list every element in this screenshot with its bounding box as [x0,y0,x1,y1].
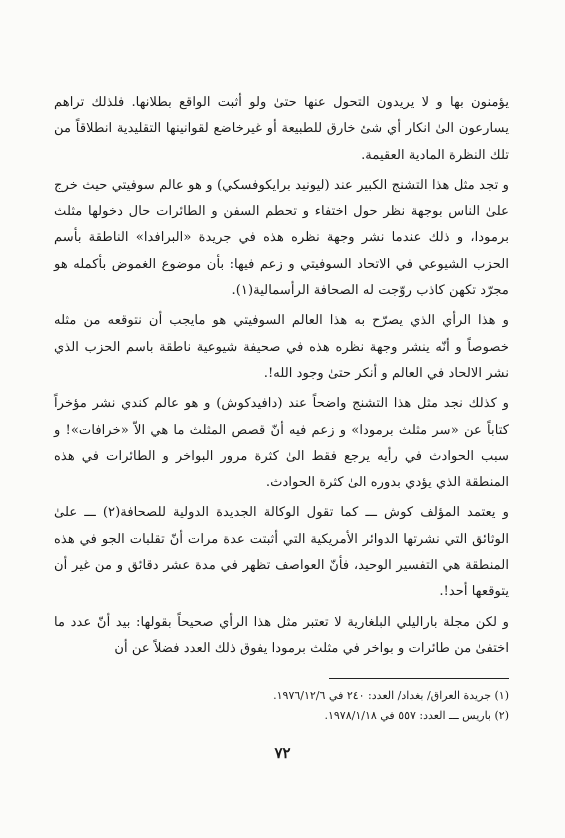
paragraph-2: و تجد مثل هذا التشنج الكبير عند (ليونيد برايكوفسكي) و هو عالم سوفيتي حيث خرج علىٰ الناس بوجهة نظر حول اختفاء و تحطم السفن و الطائرات حال دخولها مثلث برمودا، و ذلك عندما نشر وجهة نظره هذه في جريدة «البرافدا» الناطقة بأسم الحزب الشيوعي في الاتحاد السوفيتي و زعم فيها: بأن موضوع الغموض بأكمله هو مجرّد تكهن كاذب روّجت له الصحافة الرأسمالية(١). [54,177,509,299]
paragraph-5: و يعتمد المؤلف كوش ـــ كما تقول الوكالة الجديدة الدولية للصحافة(٢) ـــ علىٰ الوثائق التي نشرتها الدوائر الأمريكية التي أثبتت عدة مرات أنّ تقلبات الجو في هذه المنطقة هي التفسير الوحيد، فأنّ العواصف تظهر في مدة عشر دقائق و من غير أن يتوقعها أحد!. [54,505,509,600]
paragraph-4: و كذلك نجد مثل هذا التشنج واضحاً عند (دافيدكوش) و هو عالم كندي نشر مؤخراً كتاباً عن «سر مثلث برمودا» و زعم فيه أنّ قصص المثلث ما هي الاّ «خرافات»! و سبب الحوادث في رأيه يرجع فقط الىٰ كثرة مرور البواخر و الطائرات في هذه المنطقة الذي يؤدي بدوره الىٰ كثرة الحوادث. [54,396,509,491]
paragraph-3: و هذا الرأي الذي يصرّح به هذا العالم السوفيتي هو مايجب أن نتوقعه من مثله خصوصاً و أنّه ينشر وجهة نظره هذه في صحيفة شيوعية ناطقة باسم الحزب الذي نشر الالحاد في العالم و أنكر حتىٰ وجود الله!. [54,313,509,381]
paragraph-6: و لكن مجلة باراليلي البلغارية لا تعتبر مثل هذا الرأي صحيحاً بقولها: بيد أنّ عدد ما اختفىٰ من طائرات و بواخر في مثلث برمودا يفوق ذلك العدد فضلاً عن أن [54,614,509,656]
footnote-2: (٢) باريس ـــ العدد: ٥٥٧ في ١٩٧٨/١/١٨. [324,709,509,722]
body-text [54,90,509,662]
footnote-divider [329,678,509,679]
footnote-1: (١) جريدة العراق/ بغداد/ العدد: ٢٤٠ في ١٩٧٦/١٢/٦. [273,689,509,702]
paragraph-1: يؤمنون بها و لا يريدون التحول عنها حتىٰ ولو أثبت الواقع بطلانها. فلذلك تراهم يسارعون الىٰ انكار أي شئ خارق للطبيعة أو غيرخاضع لقوانينها التقليدية انطلاقاً من تلك النظرة المادية العقيمة. [54,95,509,163]
footnotes [54,686,509,726]
page-number: ٧٢ [274,744,291,762]
